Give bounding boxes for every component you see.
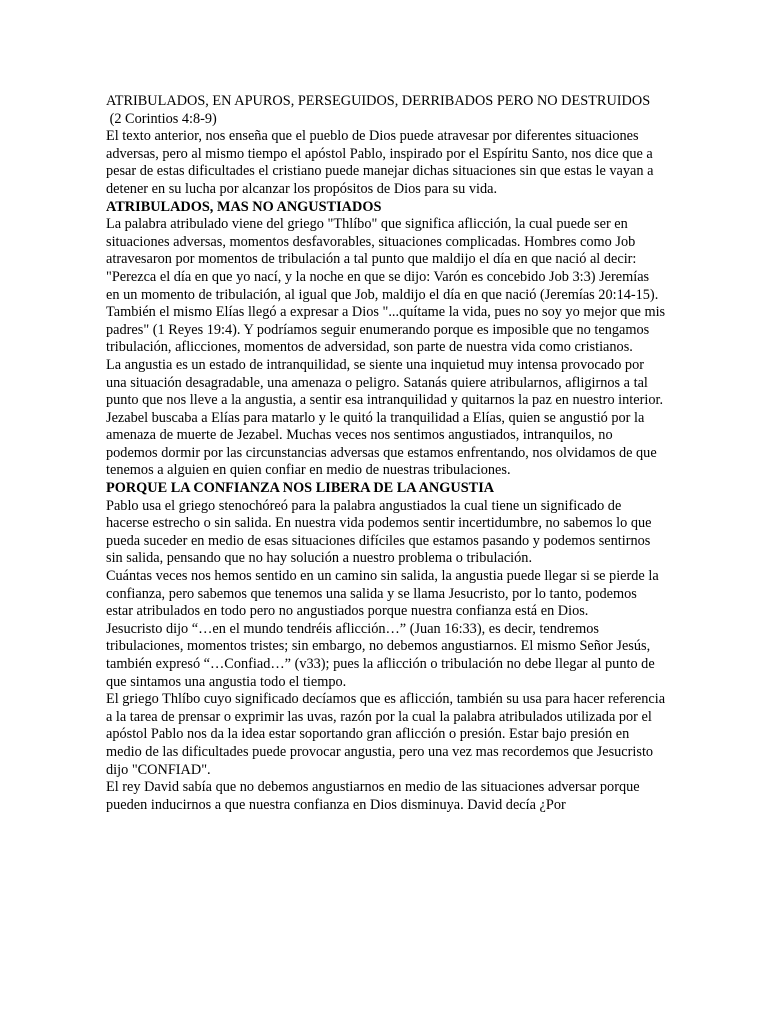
section-heading-confianza: PORQUE LA CONFIANZA NOS LIBERA DE LA ANGUSTIA [106, 480, 495, 497]
paragraph: Pablo usa el griego stenochóreó para la palabra angustiados la cual tiene un significado de hacerse estrecho o sin salida. En nuestra vida podemos sentir incertidumbre, no sabemos lo que pueda suceder en medio de esas situaciones difíciles que estamos pasando y podemos sentirnos sin salida, pensando que no hay solución a nuestro problema o tribulación. [106, 497, 652, 567]
document-page [106, 93, 666, 814]
paragraph: Jezabel buscaba a Elías para matarlo y le quitó la tranquilidad a Elías, quien se angustió por la amenaza de muerte de Jezabel. Muchas veces nos sentimos angustiados, intranquilos, no podemos dormir por las circunstancias adversas que estamos enfrentando, nos olvidamos de que tenemos a alguien en quien confiar en medio de nuestras tribulaciones. [106, 409, 657, 479]
paragraph: Cuántas veces nos hemos sentido en un camino sin salida, la angustia puede llegar si se pierde la confianza, pero sabemos que tenemos una salida y se llama Jesucristo, por lo tanto, podemos estar atribulados en todo pero no angustiados porque nuestra confianza está en Dios. [106, 568, 659, 620]
section-heading-atribulados: ATRIBULADOS, MAS NO ANGUSTIADOS [106, 198, 382, 215]
paragraph: La angustia es un estado de intranquilidad, se siente una inquietud muy intensa provocado por una situación desagradable, una amenaza o peligro. Satanás quiere atribularnos, afligirnos a tal punto que nos lleve a la angustia, a sentir esa intranquilidad y quitarnos la paz en nuestro interior. [106, 356, 664, 409]
paragraph: El griego Thlíbo cuyo significado decíamos que es aflicción, también su usa para hacer referencia a la tarea de prensar o exprimir las uvas, razón por la cual la palabra atribulados utilizada por el apóstol Pablo nos da la idea estar soportando gran aflicción o presión. Estar bajo presión en medio de las dificultades puede provocar angustia, pero una vez mas recordemos que Jesucristo dijo "CONFIAD". [106, 691, 666, 778]
bible-reference: (2 Corintios 4:8-9) [106, 110, 217, 127]
document-title: ATRIBULADOS, EN APUROS, PERSEGUIDOS, DERRIBADOS PERO NO DESTRUIDOS [106, 93, 651, 109]
paragraph: Jesucristo dijo “…en el mundo tendréis aflicción…” (Juan 16:33), es decir, tendremos tribulaciones, momentos tristes; sin embargo, no debemos angustiarnos. El mismo Señor Jesús, también expresó “…Confiad…” (v33); pues la aflicción o tribulación no debe llegar al punto de que sintamos una angustia todo el tiempo. [106, 620, 655, 690]
paragraph: La palabra atribulado viene del griego "Thlíbo" que significa aflicción, la cual puede ser en situaciones adversas, momentos desfavorables, situaciones complicadas. Hombres como Job atravesaron por momentos de tribulación a tal punto que maldijo el día en que nació al decir: "Perezca el día en que yo nací, y la noche en que se dijo: Varón es concebido Job 3:3) Jeremías en un momento de tribulación, al igual que Job, maldijo el día en que nació (Jeremías 20:14-15). También el mismo Elías llegó a expresar a Dios "...quítame la vida, pues no soy yo mejor que mis padres" (1 Reyes 19:4). Y podríamos seguir enumerando porque es imposible que no tengamos tribulación, aflicciones, momentos de adversidad, son parte de nuestra vida como cristianos. [106, 216, 666, 356]
intro-paragraph: El texto anterior, nos enseña que el pueblo de Dios puede atravesar por diferentes situaciones adversas, pero al mismo tiempo el apóstol Pablo, inspirado por el Espíritu Santo, nos dice que a pesar de estas dificultades el cristiano puede manejar dichas situaciones sin que estas le vayan a detener en su lucha por alcanzar los propósitos de Dios para su vida. [106, 128, 654, 197]
paragraph: El rey David sabía que no debemos angustiarnos en medio de las situaciones adversar porque pueden inducirnos a que nuestra confianza en Dios disminuya. David decía ¿Por [106, 779, 640, 813]
